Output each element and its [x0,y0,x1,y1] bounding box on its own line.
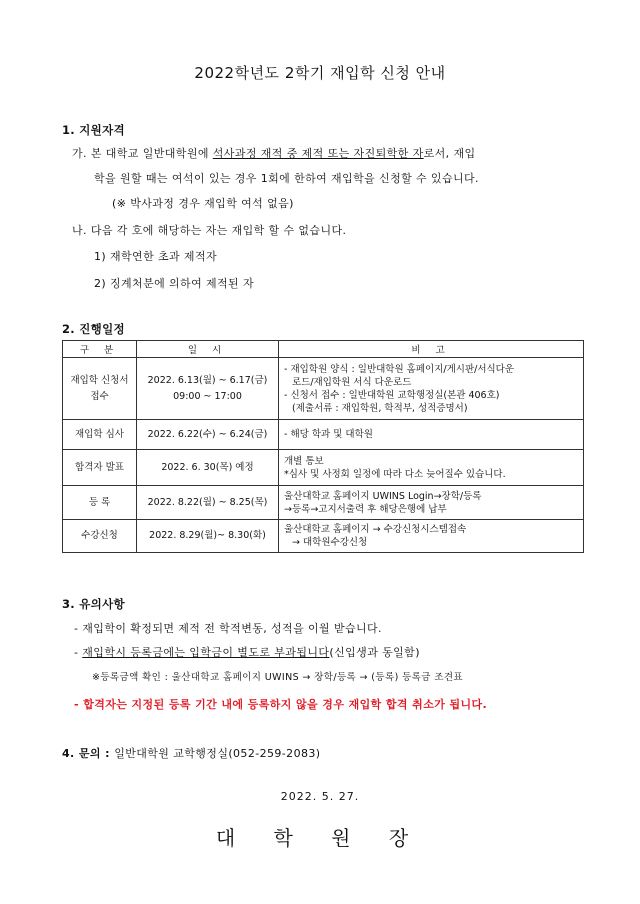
row-category-text: 재입학 신청서 접수 [70,374,129,402]
notice-item-dash: - [74,646,83,659]
warning-notice: - 합격자는 지정된 등록 기간 내에 등록하지 않을 경우 재입학 합격 취소가 됩니다. [74,698,488,711]
note-line: - 신청서 접수 : 일반대학원 교학행정실(본관 406호) [284,389,500,401]
notice-item-emphasis: 재입학시 등록금에는 입학금이 별도로 부과됩니다 [82,646,330,659]
row-note [279,486,584,520]
notice-item [74,644,420,660]
header-category: 구 분 [63,341,137,358]
note-line: 개별 통보 [284,455,324,467]
table-row [63,486,584,520]
page-title: 2022학년도 2학기 재입학 신청 안내 [194,64,446,82]
contact-line [62,745,320,761]
issue-date: 2022. 5. 27. [280,790,360,803]
table-header-row [63,341,584,358]
section-1-item-a-suffix: 로서, 재입 [423,147,476,160]
row-date: 2022. 8.29(월)~ 8.30(화) [137,520,279,553]
row-note [279,520,584,553]
row-category: 수강신청 [63,520,137,553]
table-row [63,450,584,486]
table-row [63,358,584,420]
section-1-item-a [72,145,476,161]
row-date: 2022. 6. 30(목) 예정 [137,450,279,486]
signature: 대 학 원 장 [215,826,425,850]
row-date: 2022. 6.22(수) ~ 6.24(금) [137,420,279,450]
section-3-heading: 3. 유의사항 [62,597,125,611]
row-category [63,358,137,420]
section-1-item-a-emphasis: 석사과정 재적 중 제적 또는 자진퇴학한 자 [212,147,424,160]
header-note: 비 고 [279,341,584,358]
section-1-item-b: 나. 다음 각 호에 해당하는 자는 재입학 할 수 없습니다. [72,224,347,237]
row-date [137,358,279,420]
section-1-item-a-prefix: 가. 본 대학교 일반대학원에 [72,147,213,160]
note-line: 울산대학교 홈페이지 UWINS Login→장학/등록 [284,490,482,502]
table-row [63,420,584,450]
table-row [63,520,584,553]
notice-item: - 재입학이 확정되면 제적 전 학적변동, 성적을 이월 받습니다. [74,622,382,635]
notice-item-suffix: (신입생과 동일함) [329,646,420,659]
row-note [279,358,584,420]
section-1-item-a-line2: 학을 원할 때는 여석이 있는 경우 1회에 한하여 재입학을 신청할 수 있습니다. [94,172,479,185]
contact-info: 일반대학원 교학행정실(052-259-2083) [114,747,321,760]
notice-item-note: ※등록금액 확인 : 울산대학교 홈페이지 UWINS → 장학/등록 → (등록) 등록금 조견표 [92,672,463,683]
note-line: - 재입학원 양식 : 일반대학원 홈페이지/게시판/서식다운 [284,363,515,375]
header-date: 일 시 [137,341,279,358]
row-date-text: 2022. 6.13(월) ~ 6.17(금) 09:00 ~ 17:00 [147,374,268,402]
row-date: 2022. 8.22(월) ~ 8.25(목) [137,486,279,520]
section-4-heading: 4. 문의 : [62,747,115,760]
note-line: → 대학원수강신청 [292,537,368,548]
section-1-subitem: 2) 징계처분에 의하여 제적된 자 [94,277,254,290]
row-note [279,420,584,450]
row-category: 재입학 심사 [63,420,137,450]
section-2-heading: 2. 진행일정 [62,322,125,336]
section-1-heading: 1. 지원자격 [62,123,125,137]
row-note [279,450,584,486]
note-line: →등록→고지서출력 후 해당은행에 납부 [284,503,447,515]
row-category: 합격자 발표 [63,450,137,486]
row-category: 등 록 [63,486,137,520]
section-1-subitem: 1) 재학연한 초과 제적자 [94,250,218,263]
note-line: 로드/재입학원 서식 다운로드 [292,376,412,388]
section-1-item-a-note: (※ 박사과정 경우 재입학 여석 없음) [112,197,294,210]
note-line: (제출서류 : 재입학원, 학적부, 성적증명서) [292,402,468,414]
note-line: - 해당 학과 및 대학원 [284,429,373,440]
note-line: 울산대학교 홈페이지 → 수강신청시스템접속 [284,524,467,535]
schedule-table [62,340,584,553]
note-line: *심사 및 사정회 일정에 따라 다소 늦어질수 있습니다. [284,468,506,480]
